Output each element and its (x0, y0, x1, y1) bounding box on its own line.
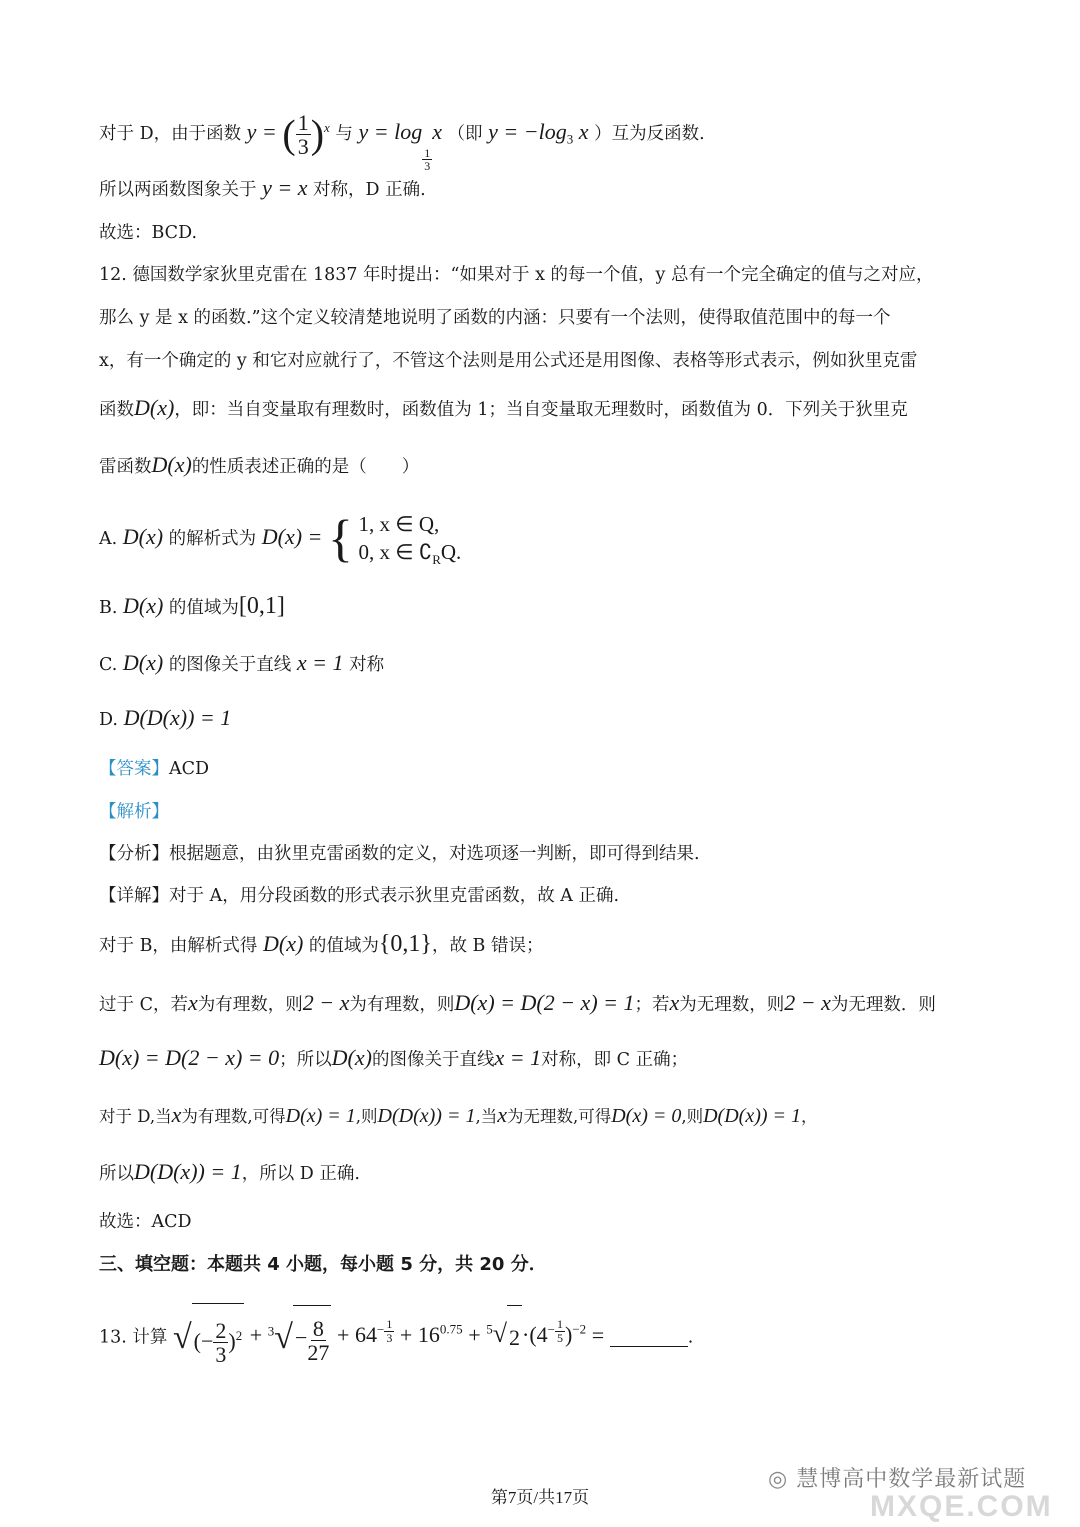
sqrt-term-1: (− $\frac{2}{3}$ )$^2$ (192, 1303, 245, 1373)
section-3-heading: 三、填空题：本题共 4 小题，每小题 5 分，共 20 分． (99, 1254, 547, 1275)
term-16: $16^{0.75}$ (417, 1322, 463, 1348)
q12-option-c: C. D(x) 的图像关于直线 x = 1 对称 (99, 650, 385, 675)
detail-d-line-1: 对于 D,当x为有理数,可得D(x) = 1,则D(D(x)) = 1,当x为无理数,可得D(x) = 0,则D(D(x)) = 1， (99, 1102, 818, 1127)
term-64: $64^{- \frac{1}{3}}$ (354, 1316, 393, 1348)
cbrt-sign: √ (274, 1318, 293, 1356)
answer-tag: 【答案】 (99, 759, 169, 779)
answer-line: 【答案】ACD (99, 759, 210, 779)
q12-option-a: A. D(x) 的解析式为 D(x) = { 1, x ∈ Q, 0, x ∈ $∁_RQ$. (99, 510, 462, 568)
wechat-icon: ◎ (768, 1467, 789, 1492)
detail-d-line-2: 所以D(D(x)) = 1，所以 D 正确. (99, 1159, 360, 1184)
watermark-account: ◎ 慧博高中数学最新试题 (768, 1467, 1027, 1492)
cbrt-term: − $\frac{8}{27}$ (293, 1305, 331, 1370)
term-fifth-root: $^5√2\cdot(4^{- \frac{1}{5}}$ )$^{-2}$ (486, 1322, 586, 1347)
prev-d-line: 对于 D，由于函数 y = ( $\frac{1}{3}$ )$^x$ 与 y = log $\frac{1}{3}$ x （即 $y = -\log_3$ x ）互为反函数. (99, 109, 705, 174)
sqrt-sign: √ (172, 1318, 192, 1356)
prev-choice: 故选：BCD. (99, 223, 198, 243)
piecewise-brace: { (327, 510, 353, 568)
one-third-fraction: $\frac{1}{3}$ (297, 109, 309, 159)
answer-blank (610, 1328, 688, 1347)
detail-c-line-2: D(x) = D(2 − x) = 0；所以D(x)的图像关于直线x = 1对称，即 C 正确； (99, 1045, 689, 1070)
xiangjie-line: 【详解】对于 A，用分段函数的形式表示狄里克雷函数，故 A 正确. (99, 886, 620, 906)
piecewise-cases: 1, x ∈ Q, 0, x ∈ $∁_RQ$. (358, 511, 462, 568)
prev-symmetry-line: 所以两函数图象关于 y = x 对称，D 正确. (99, 175, 426, 200)
q12-line-3: x，有一个确定的 y 和它对应就行了，不管这个法则是用公式还是用图像、表格等形式表示，例如狄里克雷 (99, 351, 918, 371)
q13-line: 13. 计算 √(− $\frac{2}{3}$ )$^2$ + $^3$√− $\frac{8}{27}$ + $64^{- \frac{1}{3}}$ + $16^{0.75} + ^5√2\cdot(4^{- \frac{1}{5}}$ )$^{-2}$ = . (99, 1298, 985, 1362)
q12-option-d: D. D(D(x)) = 1 (99, 705, 232, 730)
watermark-site: MXQE.COM (870, 1490, 1053, 1523)
page-number: 第7页/共17页 (490, 1488, 590, 1507)
detail-b-line: 对于 B，由解析式得 D(x) 的值域为{0,1}，故 B 错误； (99, 931, 544, 957)
q12-line-2: 那么 y 是 x 的函数.”这个定义较清楚地说明了函数的内涵：只要有一个法则，使得取值范围中的每一个 (99, 308, 891, 328)
q12-line-4: 函数D(x)，即：当自变量取有理数时，函数值为 1；当自变量取无理数时，函数值为 0．下列关于狄里克 (99, 395, 908, 420)
log-base-fraction: $\frac{1}{3}$ (424, 145, 431, 174)
fenxi-line: 【分析】根据题意，由狄里克雷函数的定义，对选项逐一判断，即可得到结果. (99, 844, 700, 864)
analysis-tag: 【解析】 (99, 802, 169, 822)
q12-line-1: 12. 德国数学家狄里克雷在 1837 年时提出：“如果对于 x 的每一个值，y 总有一个完全确定的值与之对应， (99, 265, 934, 285)
detail-c-line-1: 过于 C，若x为有理数，则2 − x为有理数，则D(x) = D(2 − x) = 1；若x为无理数，则2 − x为无理数．则 (99, 990, 936, 1015)
q12-option-b: B. D(x) 的值域为[0,1] (99, 593, 285, 619)
q12-line-5: 雷函数D(x)的性质表述正确的是（ ） (99, 452, 420, 477)
q12-choice: 故选：ACD (99, 1212, 192, 1232)
